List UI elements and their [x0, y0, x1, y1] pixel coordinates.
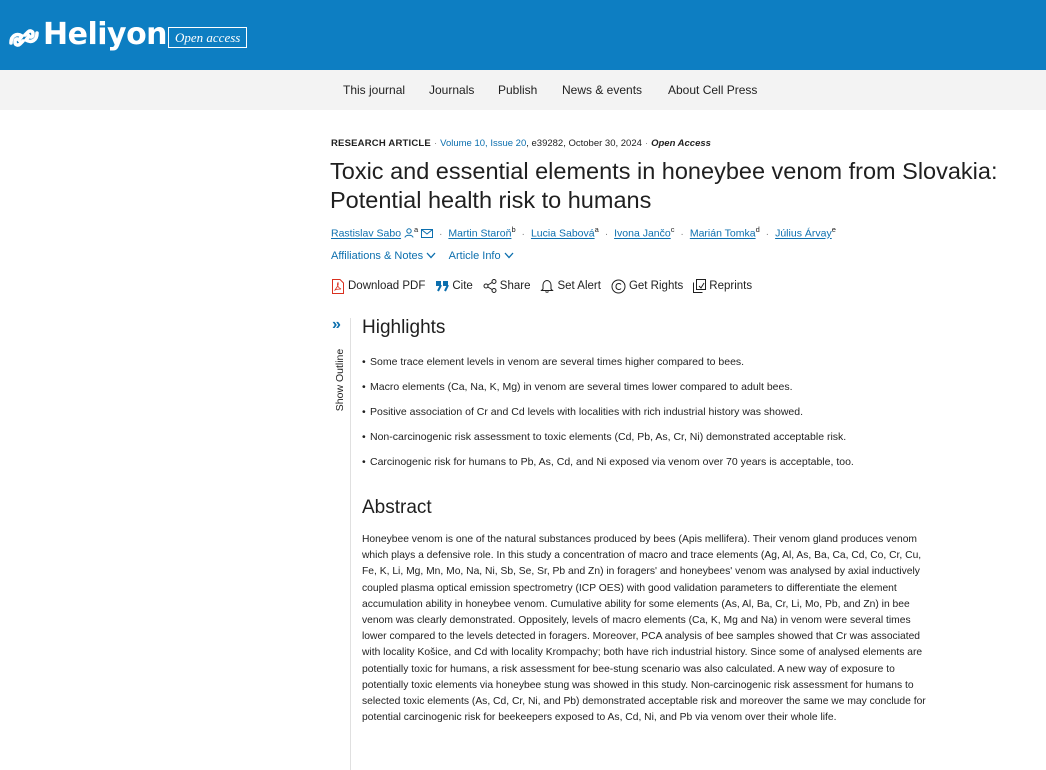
share-button[interactable] [483, 279, 531, 293]
bullet: • [362, 406, 366, 418]
author-separator: · [680, 227, 684, 240]
nav-publish[interactable]: Publish [498, 83, 538, 97]
author-separator: · [604, 227, 609, 240]
abstract-line: venom was clearly demonstrated. Oppositely, levels of macro elements (Ca, K, Mg and Na) in venom were several times [362, 615, 911, 627]
bullet: • [362, 431, 366, 443]
article-info-toggle[interactable] [449, 250, 514, 262]
author-link[interactable]: Rastislav Sabo [331, 227, 402, 240]
nav-news-events[interactable]: News & events [562, 83, 643, 97]
highlight-text: Positive association of Cr and Cd levels with localities with rich industrial history was showed. [370, 406, 804, 418]
share-icon [483, 279, 497, 293]
highlight-text: Macro elements (Ca, Na, K, Mg) in venom are several times lower compared to adult bees. [370, 381, 793, 393]
double-chevron-right-icon: » [332, 316, 341, 333]
author-separator: · [765, 227, 770, 240]
highlight-item [362, 402, 1022, 427]
author-affiliation-sup: e [831, 225, 836, 234]
get-rights-button[interactable] [611, 279, 683, 294]
author-link[interactable]: Marián Tomka [689, 227, 756, 240]
bullet: • [362, 381, 366, 393]
article-actions-toolbar [331, 277, 762, 295]
volume-issue-link[interactable]: Volume 10, Issue 20 [440, 138, 527, 149]
download-pdf-label: Download PDF [348, 280, 426, 292]
highlight-text: Carcinogenic risk for humans to Pb, As, Cd, and Ni exposed via venom over 70 years is acceptable, too. [370, 456, 854, 468]
quote-icon [435, 280, 449, 292]
highlights-list [362, 352, 1022, 477]
author-affiliation-sup: a [413, 225, 419, 234]
abstract-line: accumulation ability in honeybee venom. Cumulative ability for some elements (As, Al, Ba, Cr, Li, Mo, Pb, and Zn) in bee [362, 598, 910, 610]
meta-separator: · [433, 138, 438, 149]
abstract-body [362, 532, 1042, 726]
abstract-line: potentially toxic elements via honeybee stung was showed in this study. Non-carcinogenic risk assessment for humans to [362, 679, 914, 691]
pdf-icon [331, 279, 345, 294]
author-link[interactable]: Martin Staroň [448, 227, 512, 240]
abstract-line: potentially toxic for humans, a risk assessment for bee-stung scenario was also calculated. A new way of exposure to [362, 663, 895, 675]
abstract-line: Honeybee venom is one of the natural substances produced by bees (Apis mellifera). Their venom gland produces venom [362, 534, 918, 545]
article-title: Toxic and essential elements in honeybee venom from Slovakia: Potential health risk to humans [330, 158, 998, 213]
nav-journals[interactable]: Journals [429, 83, 475, 97]
highlight-item [362, 452, 1022, 477]
abstract-line: Fe, K, Li, Mg, Mn, Mo, Na, Ni, Sb, Se, Sr, Pb and Zn) in foragers' and honeybees' venom was analysed by axial inductively [362, 566, 920, 578]
brand-logo-text[interactable]: Heliyon [43, 17, 168, 52]
highlight-item [362, 377, 1022, 402]
article-details-toggles [331, 250, 524, 262]
chevron-down-icon [426, 252, 436, 259]
article-id-date-text: e39282, October 30, 2024 [531, 138, 642, 149]
author-link[interactable]: Július Árvay [775, 227, 832, 240]
article-meta [331, 138, 711, 149]
person-icon[interactable] [404, 228, 414, 238]
bullet: • [362, 356, 366, 368]
bell-icon [540, 279, 554, 293]
abstract-line: with locality Košice, and Cd with locality Krompachy; both have rich industrial history. Since some of analysed elements are [362, 647, 923, 659]
cite-button[interactable] [435, 280, 472, 292]
meta-separator: · [644, 138, 649, 149]
abstract-heading: Abstract [362, 497, 432, 518]
reprints-button[interactable] [693, 279, 752, 293]
email-icon[interactable] [421, 229, 433, 238]
author-affiliation-sup: d [755, 225, 760, 234]
highlight-text: Non-carcinogenic risk assessment to toxic elements (Cd, Pb, As, Cr, Ni) demonstrated acceptable risk. [370, 431, 847, 443]
cite-label: Cite [452, 280, 473, 292]
get-rights-label: Get Rights [628, 280, 684, 292]
copyright-icon [611, 279, 626, 294]
article-type: RESEARCH ARTICLE [331, 138, 431, 149]
author-affiliation-sup: a [594, 225, 599, 234]
download-pdf-button[interactable] [331, 279, 425, 294]
show-outline-label: Show Outline [334, 348, 346, 412]
abstract-line: coupled plasma optical emission spectrometry (ICP OES) with good validation parameters to differentiate the element [362, 582, 897, 594]
nav-about-cell-press[interactable]: About Cell Press [668, 83, 758, 97]
heliyon-logo-icon[interactable] [7, 23, 41, 53]
reprints-icon [693, 279, 706, 293]
site-header [0, 0, 1046, 70]
highlight-text: Some trace element levels in venom are several times higher compared to bees. [370, 356, 745, 368]
article-info-label: Article Info [448, 250, 501, 262]
set-alert-label: Set Alert [557, 280, 601, 292]
affiliations-notes-toggle[interactable] [331, 250, 436, 262]
main-nav [0, 70, 1046, 110]
outline-divider [350, 318, 351, 770]
affiliations-notes-label: Affiliations & Notes [331, 250, 424, 262]
author-separator: · [521, 227, 526, 240]
author-list [331, 225, 836, 240]
show-outline-toggle[interactable] [330, 316, 348, 418]
share-label: Share [499, 280, 531, 292]
open-access-label: Open Access [651, 138, 711, 149]
abstract-line: selected toxic elements (As, Cd, Cr, Ni, and Pb) demonstrated acceptable risk and moreover the same we may conclude for [362, 696, 926, 708]
author-affiliation-sup: c [670, 225, 675, 234]
author-separator: · [438, 227, 443, 240]
set-alert-button[interactable] [540, 279, 600, 293]
article-id-date: , [526, 138, 532, 149]
open-access-badge: Open access [168, 27, 247, 48]
highlight-item [362, 427, 1022, 452]
chevron-down-icon [504, 252, 514, 259]
highlights-heading: Highlights [362, 317, 446, 338]
abstract-line: lower compared to the levels detected in foragers. Moreover, PCA analysis of bee samples showed that Cr was associated [362, 631, 921, 643]
author-affiliation-sup: b [511, 225, 516, 234]
abstract-line: potential carcinogenic risk for beekeepers exposed to As, Cd, Ni, and Pb via venom over their whole life. [362, 712, 837, 724]
author-link[interactable]: Lucia Sabová [530, 227, 595, 240]
highlight-item [362, 352, 1022, 377]
bullet: • [362, 456, 366, 468]
abstract-line: which plays a defensive role. In this study a concentration of macro and trace elements (Ag, Al, As, Ba, Ca, Cd, Co, Cr, Cu, [362, 550, 922, 562]
author-link[interactable]: Ivona Jančo [614, 227, 671, 240]
reprints-label: Reprints [709, 280, 753, 292]
nav-this-journal[interactable]: This journal [343, 83, 406, 97]
